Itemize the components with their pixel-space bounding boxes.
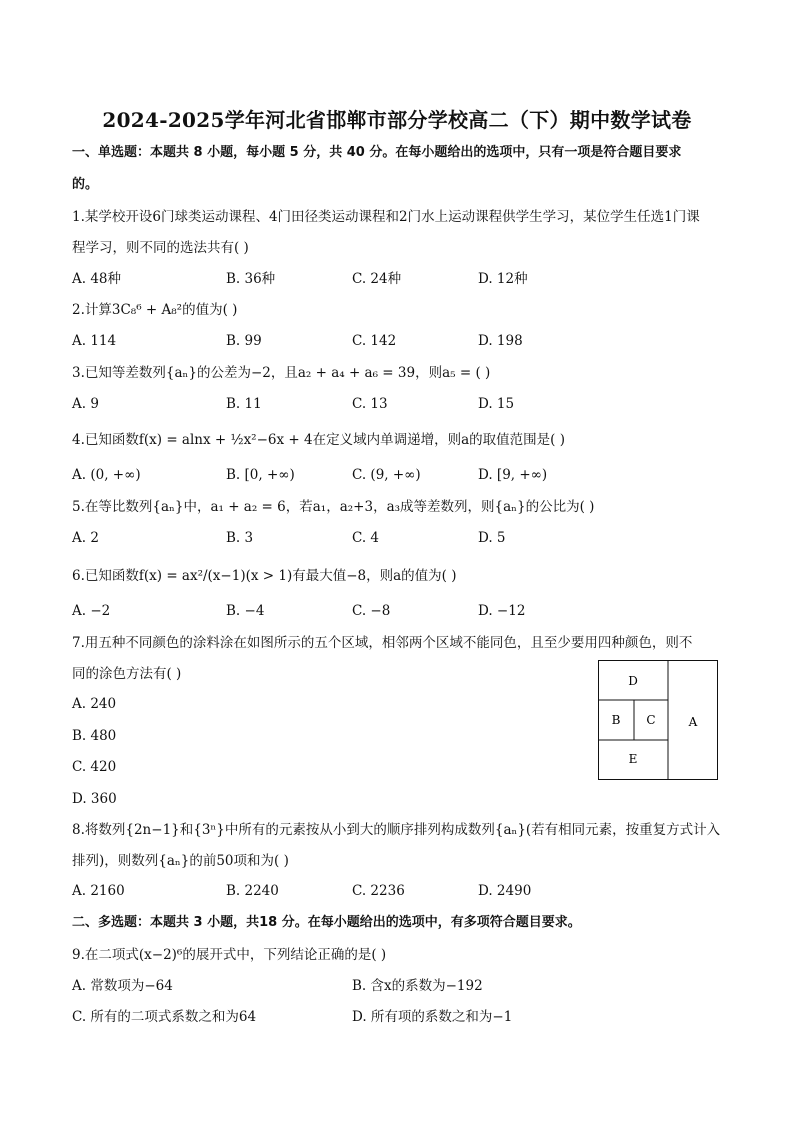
- q8-option-c: C. 2236: [352, 883, 405, 899]
- q8-option-d: D. 2490: [478, 883, 532, 899]
- q5-stem: 5.在等比数列{aₙ}中，a₁ + a₂ = 6，若a₁，a₂+3，a₃成等差数列，则{aₙ}的公比为( ): [72, 499, 595, 515]
- q6-option-c: C. −8: [352, 603, 391, 619]
- q3-option-a: A. 9: [72, 396, 99, 412]
- section1-heading-cont: 的。: [72, 177, 99, 192]
- q6-option-d: D. −12: [478, 603, 526, 619]
- q7-option-c: C. 420: [72, 759, 117, 775]
- q9-option-d: D. 所有项的系数之和为−1: [352, 1009, 513, 1025]
- q5-option-a: A. 2: [72, 530, 99, 546]
- q9-stem: 9.在二项式(x−2)⁶的展开式中，下列结论正确的是( ): [72, 947, 387, 963]
- q1-option-b: B. 36种: [226, 271, 276, 287]
- q7-option-a: A. 240: [72, 696, 117, 712]
- q6-stem: 6.已知函数f(x) = ax²/(x−1)(x > 1)有最大值−8，则a的值为( ): [72, 568, 457, 584]
- q7-stem-line1: 7.用五种不同颜色的涂料涂在如图所示的五个区域，相邻两个区域不能同色，且至少要用四种颜色，则不: [72, 635, 693, 651]
- q2-option-b: B. 99: [226, 333, 262, 349]
- q1-stem-line2: 程学习，则不同的选法共有( ): [72, 240, 249, 256]
- q6-option-b: B. −4: [226, 603, 265, 619]
- q4-option-d: D. [9, +∞): [478, 467, 548, 483]
- region-label-b: B: [611, 713, 621, 727]
- q7-option-d: D. 360: [72, 791, 117, 807]
- q8-stem-line2: 排列)，则数列{aₙ}的前50项和为( ): [72, 853, 289, 869]
- region-label-e: E: [628, 752, 638, 766]
- q4-option-c: C. (9, +∞): [352, 467, 421, 483]
- q6-option-a: A. −2: [72, 603, 111, 619]
- q2-stem: 2.计算3C₈⁶ + A₈²的值为( ): [72, 302, 238, 318]
- region-diagram: [598, 660, 718, 780]
- section1-heading: 一、单选题：本题共 8 小题，每小题 5 分，共 40 分。在每小题给出的选项中，只有一项是符合题目要求: [72, 145, 682, 160]
- page-title: 2024-2025学年河北省邯郸市部分学校高二（下）期中数学试卷: [102, 108, 692, 132]
- q2-option-d: D. 198: [478, 333, 523, 349]
- q9-option-c: C. 所有的二项式系数之和为64: [72, 1009, 257, 1025]
- q2-option-c: C. 142: [352, 333, 397, 349]
- q8-option-b: B. 2240: [226, 883, 279, 899]
- section2-heading: 二、多选题：本题共 3 小题，共18 分。在每小题给出的选项中，有多项符合题目要求。: [72, 915, 581, 930]
- q5-option-c: C. 4: [352, 530, 380, 546]
- q5-option-d: D. 5: [478, 530, 506, 546]
- q2-option-a: A. 114: [72, 333, 117, 349]
- q7-option-b: B. 480: [72, 728, 117, 744]
- q5-option-b: B. 3: [226, 530, 254, 546]
- q1-option-c: C. 24种: [352, 271, 402, 287]
- q7-region-figure: [598, 660, 718, 780]
- q4-option-a: A. (0, +∞): [72, 467, 141, 483]
- q3-option-b: B. 11: [226, 396, 262, 412]
- region-label-a: A: [688, 715, 698, 729]
- q1-stem-line1: 1.某学校开设6门球类运动课程、4门田径类运动课程和2门水上运动课程供学生学习，某位学生任选1门课: [72, 209, 700, 225]
- region-label-c: C: [646, 713, 656, 727]
- q7-stem-line2: 同的涂色方法有( ): [72, 666, 182, 682]
- q9-option-a: A. 常数项为−64: [72, 978, 173, 994]
- region-label-d: D: [628, 674, 638, 688]
- q1-option-a: A. 48种: [72, 271, 122, 287]
- q1-option-d: D. 12种: [478, 271, 528, 287]
- q3-stem: 3.已知等差数列{aₙ}的公差为−2，且a₂ + a₄ + a₆ = 39，则a₅ = ( ): [72, 365, 491, 381]
- q8-stem-line1: 8.将数列{2n−1}和{3ⁿ}中所有的元素按从小到大的顺序排列构成数列{aₙ}(若有相同元素，按重复方式计入: [72, 822, 721, 838]
- q4-stem: 4.已知函数f(x) = alnx + ½x²−6x + 4在定义域内单调递增，则a的取值范围是( ): [72, 432, 565, 448]
- q8-option-a: A. 2160: [72, 883, 125, 899]
- q9-option-b: B. 含x的系数为−192: [352, 978, 483, 994]
- q3-option-d: D. 15: [478, 396, 515, 412]
- q4-option-b: B. [0, +∞): [226, 467, 295, 483]
- q3-option-c: C. 13: [352, 396, 388, 412]
